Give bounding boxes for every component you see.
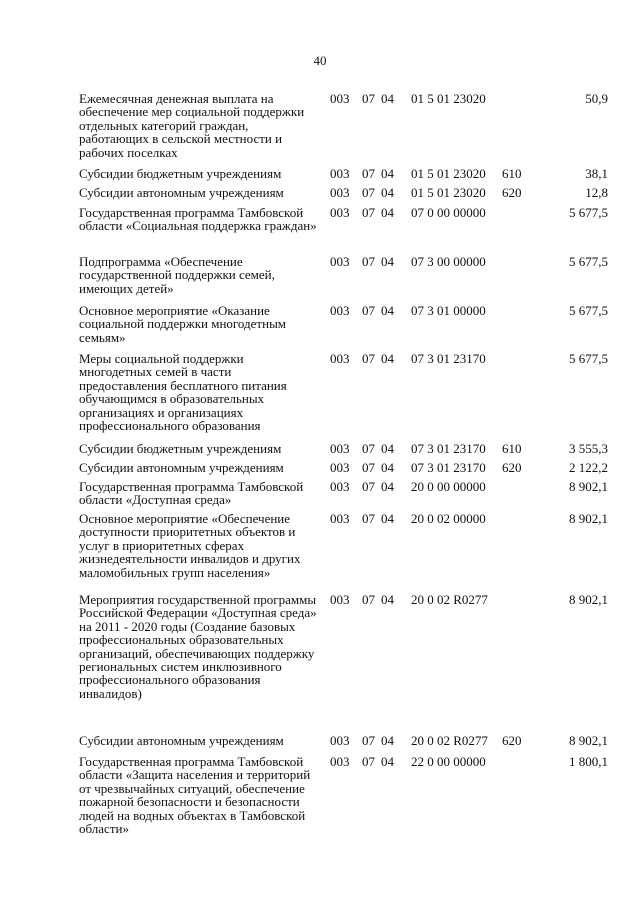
row-name: Субсидии автономным учреждениям <box>79 733 284 748</box>
target-article: 07 3 00 00000 <box>411 254 486 269</box>
ministry-code: 003 <box>330 254 350 269</box>
subsection-code: 04 <box>381 441 394 456</box>
section-code: 07 <box>362 166 375 181</box>
target-article: 07 3 01 00000 <box>411 303 486 318</box>
amount: 5 677,5 <box>569 351 608 366</box>
table-row <box>0 593 640 734</box>
amount: 8 902,1 <box>569 733 608 748</box>
page-number: 40 <box>313 53 327 68</box>
section-code: 07 <box>362 351 375 366</box>
subsection-code: 04 <box>381 479 394 494</box>
row-name: Субсидии автономным учреждениям <box>79 460 284 475</box>
table-row <box>0 352 640 442</box>
row-name: Меры социальной поддержки многодетных семей в части предоставления бесплатного питания обучающимся в образовательных организациях и организациях профессионального образования <box>79 351 287 434</box>
amount: 2 122,2 <box>569 460 608 475</box>
row-name: Субсидии автономным учреждениям <box>79 185 284 200</box>
target-article: 07 3 01 23170 <box>411 351 486 366</box>
amount: 5 677,5 <box>569 303 608 318</box>
ministry-code: 003 <box>330 441 350 456</box>
target-article: 20 0 02 R0277 <box>411 733 488 748</box>
section-code: 07 <box>362 185 375 200</box>
table-row <box>0 304 640 352</box>
amount: 8 902,1 <box>569 592 608 607</box>
table-row <box>0 755 640 845</box>
table-row <box>0 92 640 167</box>
expense-type: 610 <box>502 441 522 456</box>
table-row <box>0 461 640 480</box>
amount: 5 677,5 <box>569 205 608 220</box>
row-name: Основное мероприятие «Оказание социальной поддержки многодетным семьям» <box>79 303 287 345</box>
section-code: 07 <box>362 91 375 106</box>
subsection-code: 04 <box>381 303 394 318</box>
target-article: 07 3 01 23170 <box>411 460 486 475</box>
ministry-code: 003 <box>330 479 350 494</box>
subsection-code: 04 <box>381 511 394 526</box>
section-code: 07 <box>362 511 375 526</box>
subsection-code: 04 <box>381 205 394 220</box>
row-name: Государственная программа Тамбовской области «Социальная поддержка граждан» <box>79 205 317 234</box>
amount: 5 677,5 <box>569 254 608 269</box>
section-code: 07 <box>362 303 375 318</box>
target-article: 20 0 02 00000 <box>411 511 486 526</box>
row-name: Подпрограмма «Обеспечение государственной поддержки семей, имеющих детей» <box>79 254 275 296</box>
target-article: 01 5 01 23020 <box>411 166 486 181</box>
ministry-code: 003 <box>330 733 350 748</box>
amount: 3 555,3 <box>569 441 608 456</box>
section-code: 07 <box>362 441 375 456</box>
target-article: 07 3 01 23170 <box>411 441 486 456</box>
row-name: Ежемесячная денежная выплата на обеспечение мер социальной поддержки отдельных категорий граждан, работающих в сельской местности и рабочих поселках <box>79 91 305 160</box>
ministry-code: 003 <box>330 592 350 607</box>
subsection-code: 04 <box>381 733 394 748</box>
section-code: 07 <box>362 733 375 748</box>
target-article: 20 0 02 R0277 <box>411 592 488 607</box>
table-row <box>0 206 640 255</box>
table-row <box>0 255 640 304</box>
ministry-code: 003 <box>330 91 350 106</box>
ministry-code: 003 <box>330 511 350 526</box>
budget-table <box>0 92 640 845</box>
section-code: 07 <box>362 205 375 220</box>
table-row <box>0 186 640 206</box>
table-row <box>0 734 640 755</box>
subsection-code: 04 <box>381 185 394 200</box>
target-article: 01 5 01 23020 <box>411 91 486 106</box>
expense-type: 620 <box>502 460 522 475</box>
subsection-code: 04 <box>381 254 394 269</box>
target-article: 07 0 00 00000 <box>411 205 486 220</box>
ministry-code: 003 <box>330 460 350 475</box>
amount: 38,1 <box>585 166 608 181</box>
table-row <box>0 167 640 186</box>
section-code: 07 <box>362 479 375 494</box>
section-code: 07 <box>362 254 375 269</box>
section-code: 07 <box>362 460 375 475</box>
row-name: Мероприятия государственной программы Российской Федерации «Доступная среда» на 2011 - 2020 годы (Создание базовых профессиональных образовательных организаций, обеспечивающих поддержку региональных систем инклюзивного профессионального образования инвалидов) <box>79 592 317 701</box>
row-name: Основное мероприятие «Обеспечение доступности приоритетных объектов и услуг в приоритетных сферах жизнедеятельности инвалидов и других маломобильных групп населения» <box>79 511 301 580</box>
target-article: 01 5 01 23020 <box>411 185 486 200</box>
amount: 8 902,1 <box>569 479 608 494</box>
table-row <box>0 480 640 512</box>
table-row <box>0 442 640 461</box>
subsection-code: 04 <box>381 166 394 181</box>
subsection-code: 04 <box>381 592 394 607</box>
row-name: Государственная программа Тамбовской области «Доступная среда» <box>79 479 304 508</box>
expense-type: 610 <box>502 166 522 181</box>
subsection-code: 04 <box>381 460 394 475</box>
subsection-code: 04 <box>381 754 394 769</box>
amount: 1 800,1 <box>569 754 608 769</box>
ministry-code: 003 <box>330 754 350 769</box>
ministry-code: 003 <box>330 185 350 200</box>
ministry-code: 003 <box>330 303 350 318</box>
subsection-code: 04 <box>381 91 394 106</box>
expense-type: 620 <box>502 733 522 748</box>
row-name: Субсидии бюджетным учреждениям <box>79 166 282 181</box>
row-name: Субсидии бюджетным учреждениям <box>79 441 282 456</box>
table-row <box>0 512 640 593</box>
amount: 12,8 <box>585 185 608 200</box>
ministry-code: 003 <box>330 205 350 220</box>
amount: 50,9 <box>585 91 608 106</box>
expense-type: 620 <box>502 185 522 200</box>
section-code: 07 <box>362 592 375 607</box>
section-code: 07 <box>362 754 375 769</box>
subsection-code: 04 <box>381 351 394 366</box>
amount: 8 902,1 <box>569 511 608 526</box>
target-article: 20 0 00 00000 <box>411 479 486 494</box>
target-article: 22 0 00 00000 <box>411 754 486 769</box>
ministry-code: 003 <box>330 166 350 181</box>
ministry-code: 003 <box>330 351 350 366</box>
row-name: Государственная программа Тамбовской области «Защита населения и территорий от чрезвычайных ситуаций, обеспечение пожарной безопасности и безопасности людей на водных объектах в Тамбовской области» <box>79 754 311 837</box>
